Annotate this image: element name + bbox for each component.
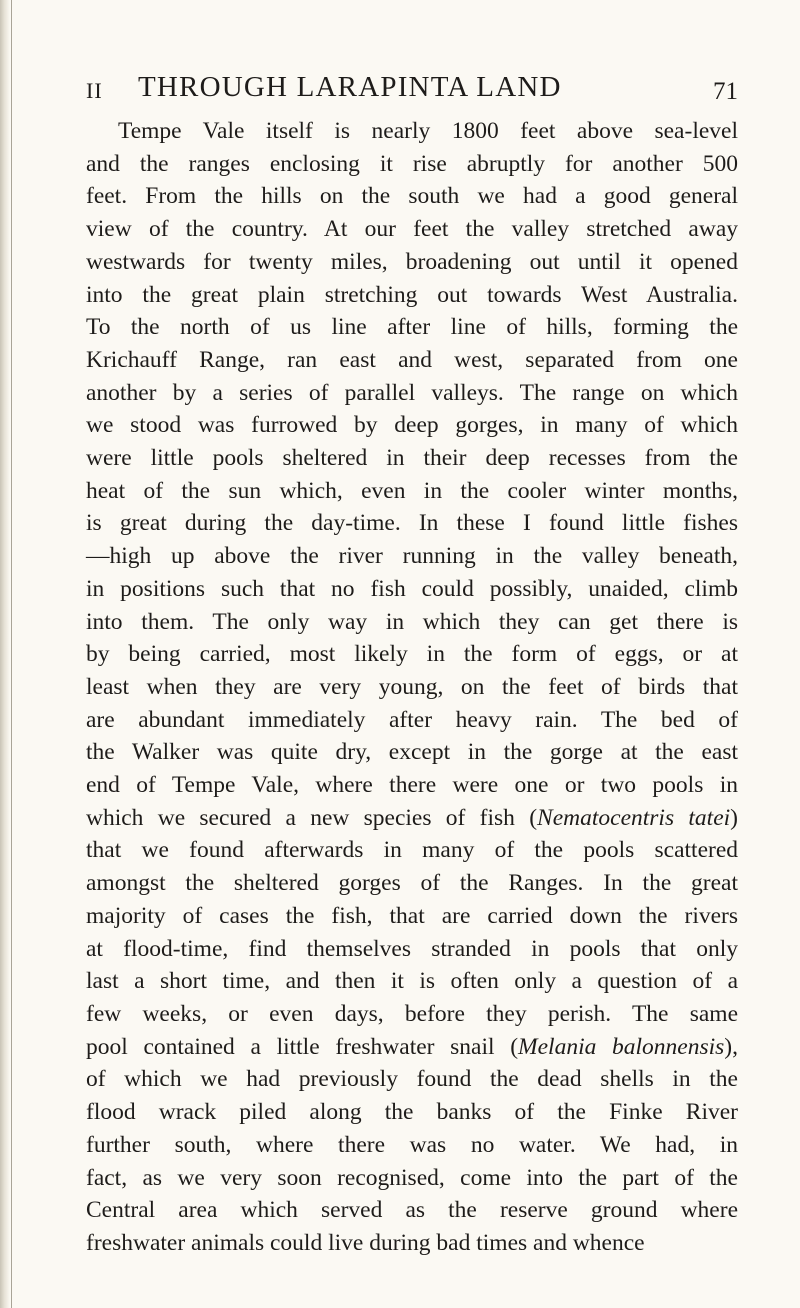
text-line (86, 802, 738, 835)
text-line: into the great plain stretching out towards West Australia. (86, 281, 738, 308)
page-number: 71 (713, 78, 738, 105)
text-line: by being carried, most likely in the form of eggs, or at (86, 641, 738, 668)
text-line: last a short time, and then it is often only a question of a (86, 968, 738, 995)
text-line: few weeks, or even days, before they perish. The same (86, 1000, 738, 1027)
species-name: Nematocentris tatei (537, 804, 731, 831)
text-line: flood wrack piled along the banks of the Finke River (86, 1099, 738, 1126)
text-line: Krichauff Range, ran east and west, separated from one (86, 346, 738, 373)
text-line: Tempe Vale itself is nearly 1800 feet above sea-level (118, 118, 738, 144)
body-text (86, 115, 738, 1260)
text-line: into them. The only way in which they can get there is (86, 608, 738, 635)
text-line: at flood-time, find themselves stranded in pools that only (86, 935, 738, 962)
text-line: are abundant immediately after heavy rain. The bed of (86, 706, 738, 733)
text-line: that we found afterwards in many of the pools scattered (86, 837, 738, 864)
text-line: further south, where there was no water. We had, in (86, 1131, 738, 1158)
text-line: —high up above the river running in the valley beneath, (86, 543, 738, 570)
text-line: we stood was furrowed by deep gorges, in many of which (86, 412, 738, 439)
text-line: were little pools sheltered in their deep recesses from the (86, 445, 738, 472)
text-line: To the north of us line after line of hills, forming the (86, 314, 738, 341)
text-line: and the ranges enclosing it rise abruptly for another 500 (86, 150, 738, 177)
text-line: the Walker was quite dry, except in the gorge at the east (86, 739, 738, 766)
text-line: another by a series of parallel valleys. The range on which (86, 379, 738, 406)
page-edge-rule (11, 0, 12, 1308)
text-line: feet. From the hills on the south we had a good general (86, 183, 738, 210)
text-line: amongst the sheltered gorges of the Ranges. In the great (86, 870, 738, 897)
text-line: majority of cases the fish, that are carried down the rivers (86, 902, 738, 929)
text-line: least when they are very young, on the feet of birds that (86, 673, 738, 700)
text-line (86, 1031, 738, 1064)
text-run: ) (730, 804, 738, 831)
text-line: heat of the sun which, even in the cooler winter months, (86, 477, 738, 504)
text-line: fact, as we very soon recognised, come into the part of the (86, 1164, 738, 1191)
text-run: which we secured a new species of fish ( (86, 804, 538, 831)
text-line: Central area which served as the reserve ground where (86, 1197, 738, 1224)
chapter-number: II (86, 78, 103, 103)
text-line: freshwater animals could live during bad times and whence (86, 1229, 645, 1256)
text-run: ), (724, 1033, 738, 1060)
text-line: end of Tempe Vale, where there were one or two pools in (86, 772, 738, 799)
text-line: westwards for twenty miles, broadening out until it opened (86, 248, 738, 275)
page-edge-shadow (0, 0, 10, 1308)
text-line: is great during the day-time. In these I found little fishes (86, 510, 738, 537)
text-line: in positions such that no fish could possibly, unaided, climb (86, 575, 738, 602)
species-name: Melania balonnensis (518, 1033, 725, 1060)
text-line: view of the country. At our feet the valley stretched away (86, 216, 738, 243)
running-title: THROUGH LARAPINTA LAND (138, 71, 562, 103)
text-line: of which we had previously found the dead shells in the (86, 1066, 738, 1093)
running-head (86, 68, 738, 108)
text-run: pool contained a little freshwater snail ( (86, 1033, 519, 1060)
